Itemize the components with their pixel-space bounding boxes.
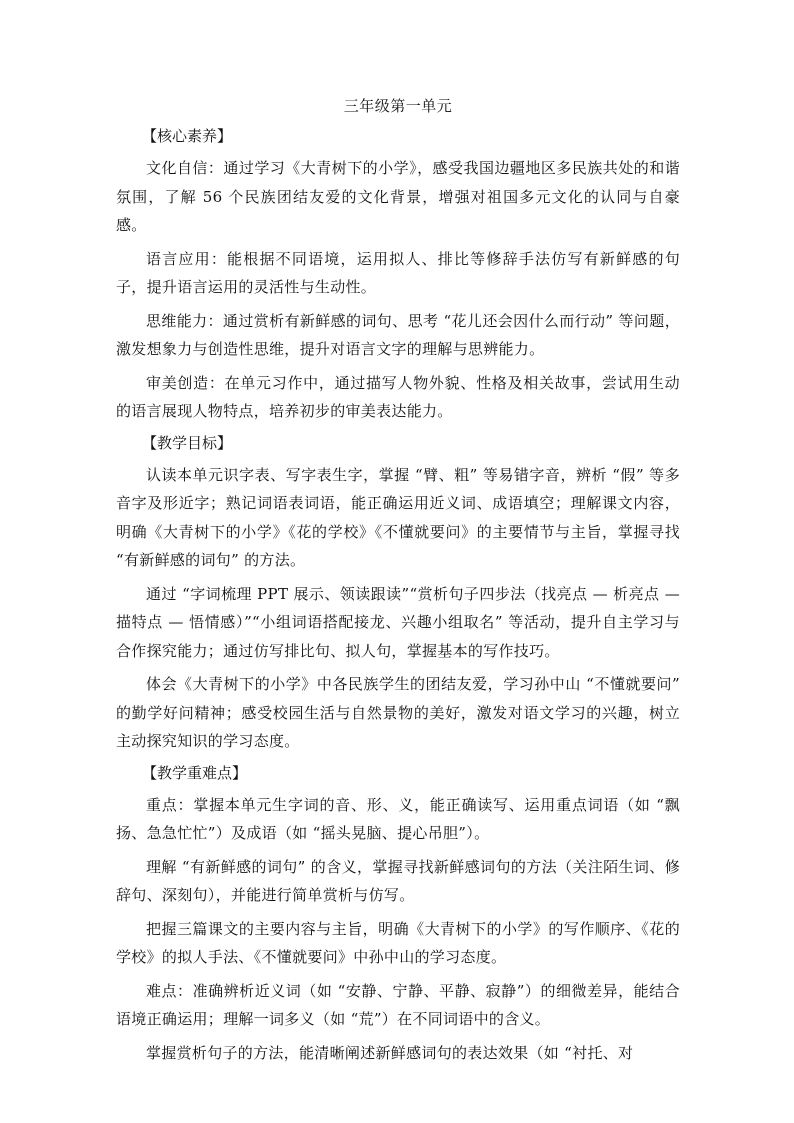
section-core-literacy — [116, 124, 680, 426]
paragraph: 审美创造：在单元习作中，通过描写人物外貌、性格及相关故事，尝试用生动的语言展现人物特点，培养初步的审美表达能力。 — [116, 373, 680, 420]
paragraph: 掌握赏析句子的方法，能清晰阐述新鲜感词句的表达效果（如 “衬托、对 — [146, 1043, 634, 1062]
section-heading: 【核心素养】 — [142, 127, 233, 145]
section-key-difficulties — [116, 761, 680, 1068]
section-heading: 【教学重难点】 — [142, 763, 248, 782]
paragraph: 体会《大青树下的小学》中各民族学生的团结友爱，学习孙中山 “不懂就要问” 的勤学好问精神；感受校园生活与自然景物的美好，激发对语文学习的兴趣，树立主动探究知识的学习态度。 — [116, 675, 680, 750]
page-title: 三年级第一单元 — [343, 97, 453, 115]
section-heading: 【教学目标】 — [142, 433, 233, 452]
paragraph: 通过 “字词梳理 PPT 展示、领读跟读”“赏析句子四步法（找亮点 — 析亮点 — 描特点 — 悟情感）”“小组词语搭配接龙、兴趣小组取名” 等活动，提升自主学习与合作探究能力；通过仿写排比句、拟人句，掌握基本的写作技巧。 — [116, 584, 680, 660]
section-teaching-goals — [116, 431, 680, 756]
document-page — [116, 94, 680, 1072]
paragraph: 理解 “有新鲜感的词句” 的含义，掌握寻找新鲜感词句的方法（关注陌生词、修辞句、深刻句），并能进行简单赏析与仿写。 — [116, 857, 680, 904]
paragraph: 思维能力：通过赏析有新鲜感的词句、思考 “花儿还会因什么而行动” 等问题，激发想象力与创造性思维，提升对语言文字的理解与思辨能力。 — [116, 311, 680, 358]
paragraph: 文化自信：通过学习《大青树下的小学》，感受我国边疆地区多民族共处的和谐氛围，了解 56 个民族团结友爱的文化背景，增强对祖国多元文化的认同与自豪感。 — [116, 159, 680, 234]
paragraph: 认读本单元识字表、写字表生字，掌握 “臂、粗” 等易错字音，辨析 “假” 等多音字及形近字；熟记词语表词语，能正确运用近义词、成语填空；理解课文内容，明确《大青树下的小学》《花的学校》《不懂就要问》的主要情节与主旨，掌握寻找 “有新鲜感的词句” 的方法。 — [116, 465, 680, 569]
paragraph: 把握三篇课文的主要内容与主旨，明确《大青树下的小学》的写作顺序、《花的学校》的拟人手法、《不懂就要问》中孙中山的学习态度。 — [116, 919, 680, 966]
paragraph: 难点：准确辨析近义词（如 “安静、宁静、平静、寂静”）的细微差异，能结合语境正确运用；理解一词多义（如 “荒”）在不同词语中的含义。 — [116, 981, 680, 1028]
paragraph: 语言应用：能根据不同语境，运用拟人、排比等修辞手法仿写有新鲜感的句子，提升语言运用的灵活性与生动性。 — [116, 249, 680, 296]
paragraph: 重点：掌握本单元生字词的音、形、义，能正确读写、运用重点词语（如 “飘扬、急急忙忙”）及成语（如 “摇头晃脑、提心吊胆”）。 — [116, 795, 680, 842]
